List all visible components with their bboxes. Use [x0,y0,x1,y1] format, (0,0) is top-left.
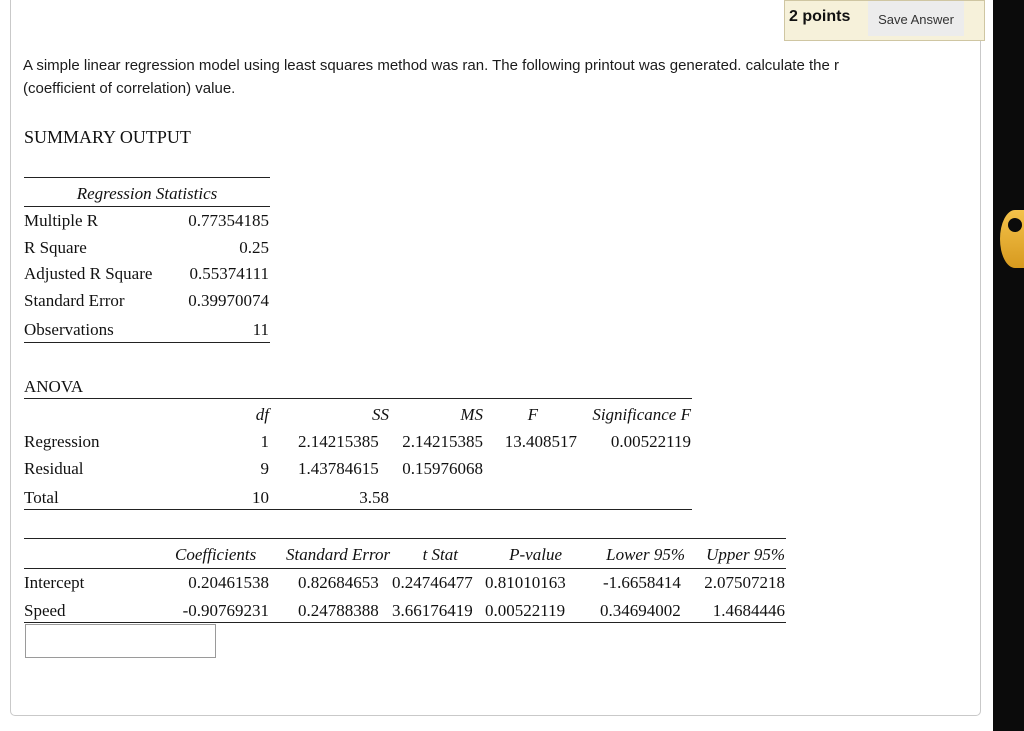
anova-cell: 2.14215385 [298,432,379,451]
anova-cell: 3.58 [359,488,389,507]
anova-cell: 1 [260,432,269,451]
coef-header: Upper 95% [706,545,785,564]
anova-cell: 9 [260,459,269,478]
stat-label: Standard Error [24,291,125,310]
stat-label: Adjusted R Square [24,264,153,283]
decorative-orb [1000,210,1024,268]
coef-cell: 0.82684653 [298,573,379,592]
stat-value: 0.55374111 [189,264,269,283]
anova-row-label: Regression [24,432,100,451]
anova-header: Significance F [592,405,691,424]
anova-cell: 0.00522119 [610,432,691,451]
coef-header: Lower 95% [606,545,685,564]
stat-value: 0.77354185 [188,211,269,230]
anova-cell: 10 [252,488,269,507]
anova-title: ANOVA [24,377,84,396]
coef-cell: 0.20461538 [188,573,269,592]
answer-input[interactable] [25,624,216,658]
stat-label: R Square [24,238,87,257]
points-header [784,0,985,41]
stat-label: Observations [24,320,114,339]
anova-header: SS [372,405,389,424]
question-text: A simple linear regression model using least squares method was ran. The following printout was generated. calculate the r (coefficient of correlation) value. [23,57,839,97]
coef-header: t Stat [422,545,458,564]
regression-statistics-header: Regression Statistics [76,184,218,203]
anova-cell: 1.43784615 [298,459,379,478]
points-label: 2 points [789,8,851,25]
stat-value: 0.25 [239,238,269,257]
anova-row-label: Residual [24,459,84,478]
coef-cell: 0.34694002 [600,601,681,620]
summary-title: SUMMARY OUTPUT [24,127,191,147]
coef-row-label: Intercept [24,573,85,592]
anova-header: df [255,405,269,424]
coef-cell: 0.81010163 [485,573,566,592]
background-strip [993,0,1024,731]
coef-row-label: Speed [24,601,66,620]
coef-cell: -0.90769231 [182,601,269,620]
coef-cell: 2.07507218 [704,573,785,592]
save-answer-button[interactable]: Save Answer [868,1,964,36]
stat-value: 0.39970074 [188,291,269,310]
anova-row-label: Total [24,488,59,507]
anova-cell: 0.15976068 [402,459,483,478]
coef-cell: -1.6658414 [603,573,681,592]
coef-cell: 1.4684446 [712,601,785,620]
anova-cell: 13.408517 [504,432,577,451]
anova-header: MS [460,405,483,424]
stat-value: 11 [252,320,269,339]
coef-header: Standard Error [286,545,391,564]
coef-cell: 0.24788388 [298,601,379,620]
coef-cell: 0.24746477 [392,573,473,592]
coef-cell: 0.00522119 [485,601,566,620]
coef-cell: 3.66176419 [392,601,473,620]
coef-header: Coefficients [175,545,257,564]
coef-header: P-value [509,545,562,564]
anova-cell: 2.14215385 [402,432,483,451]
stat-label: Multiple R [24,211,99,230]
anova-header: F [527,405,538,424]
